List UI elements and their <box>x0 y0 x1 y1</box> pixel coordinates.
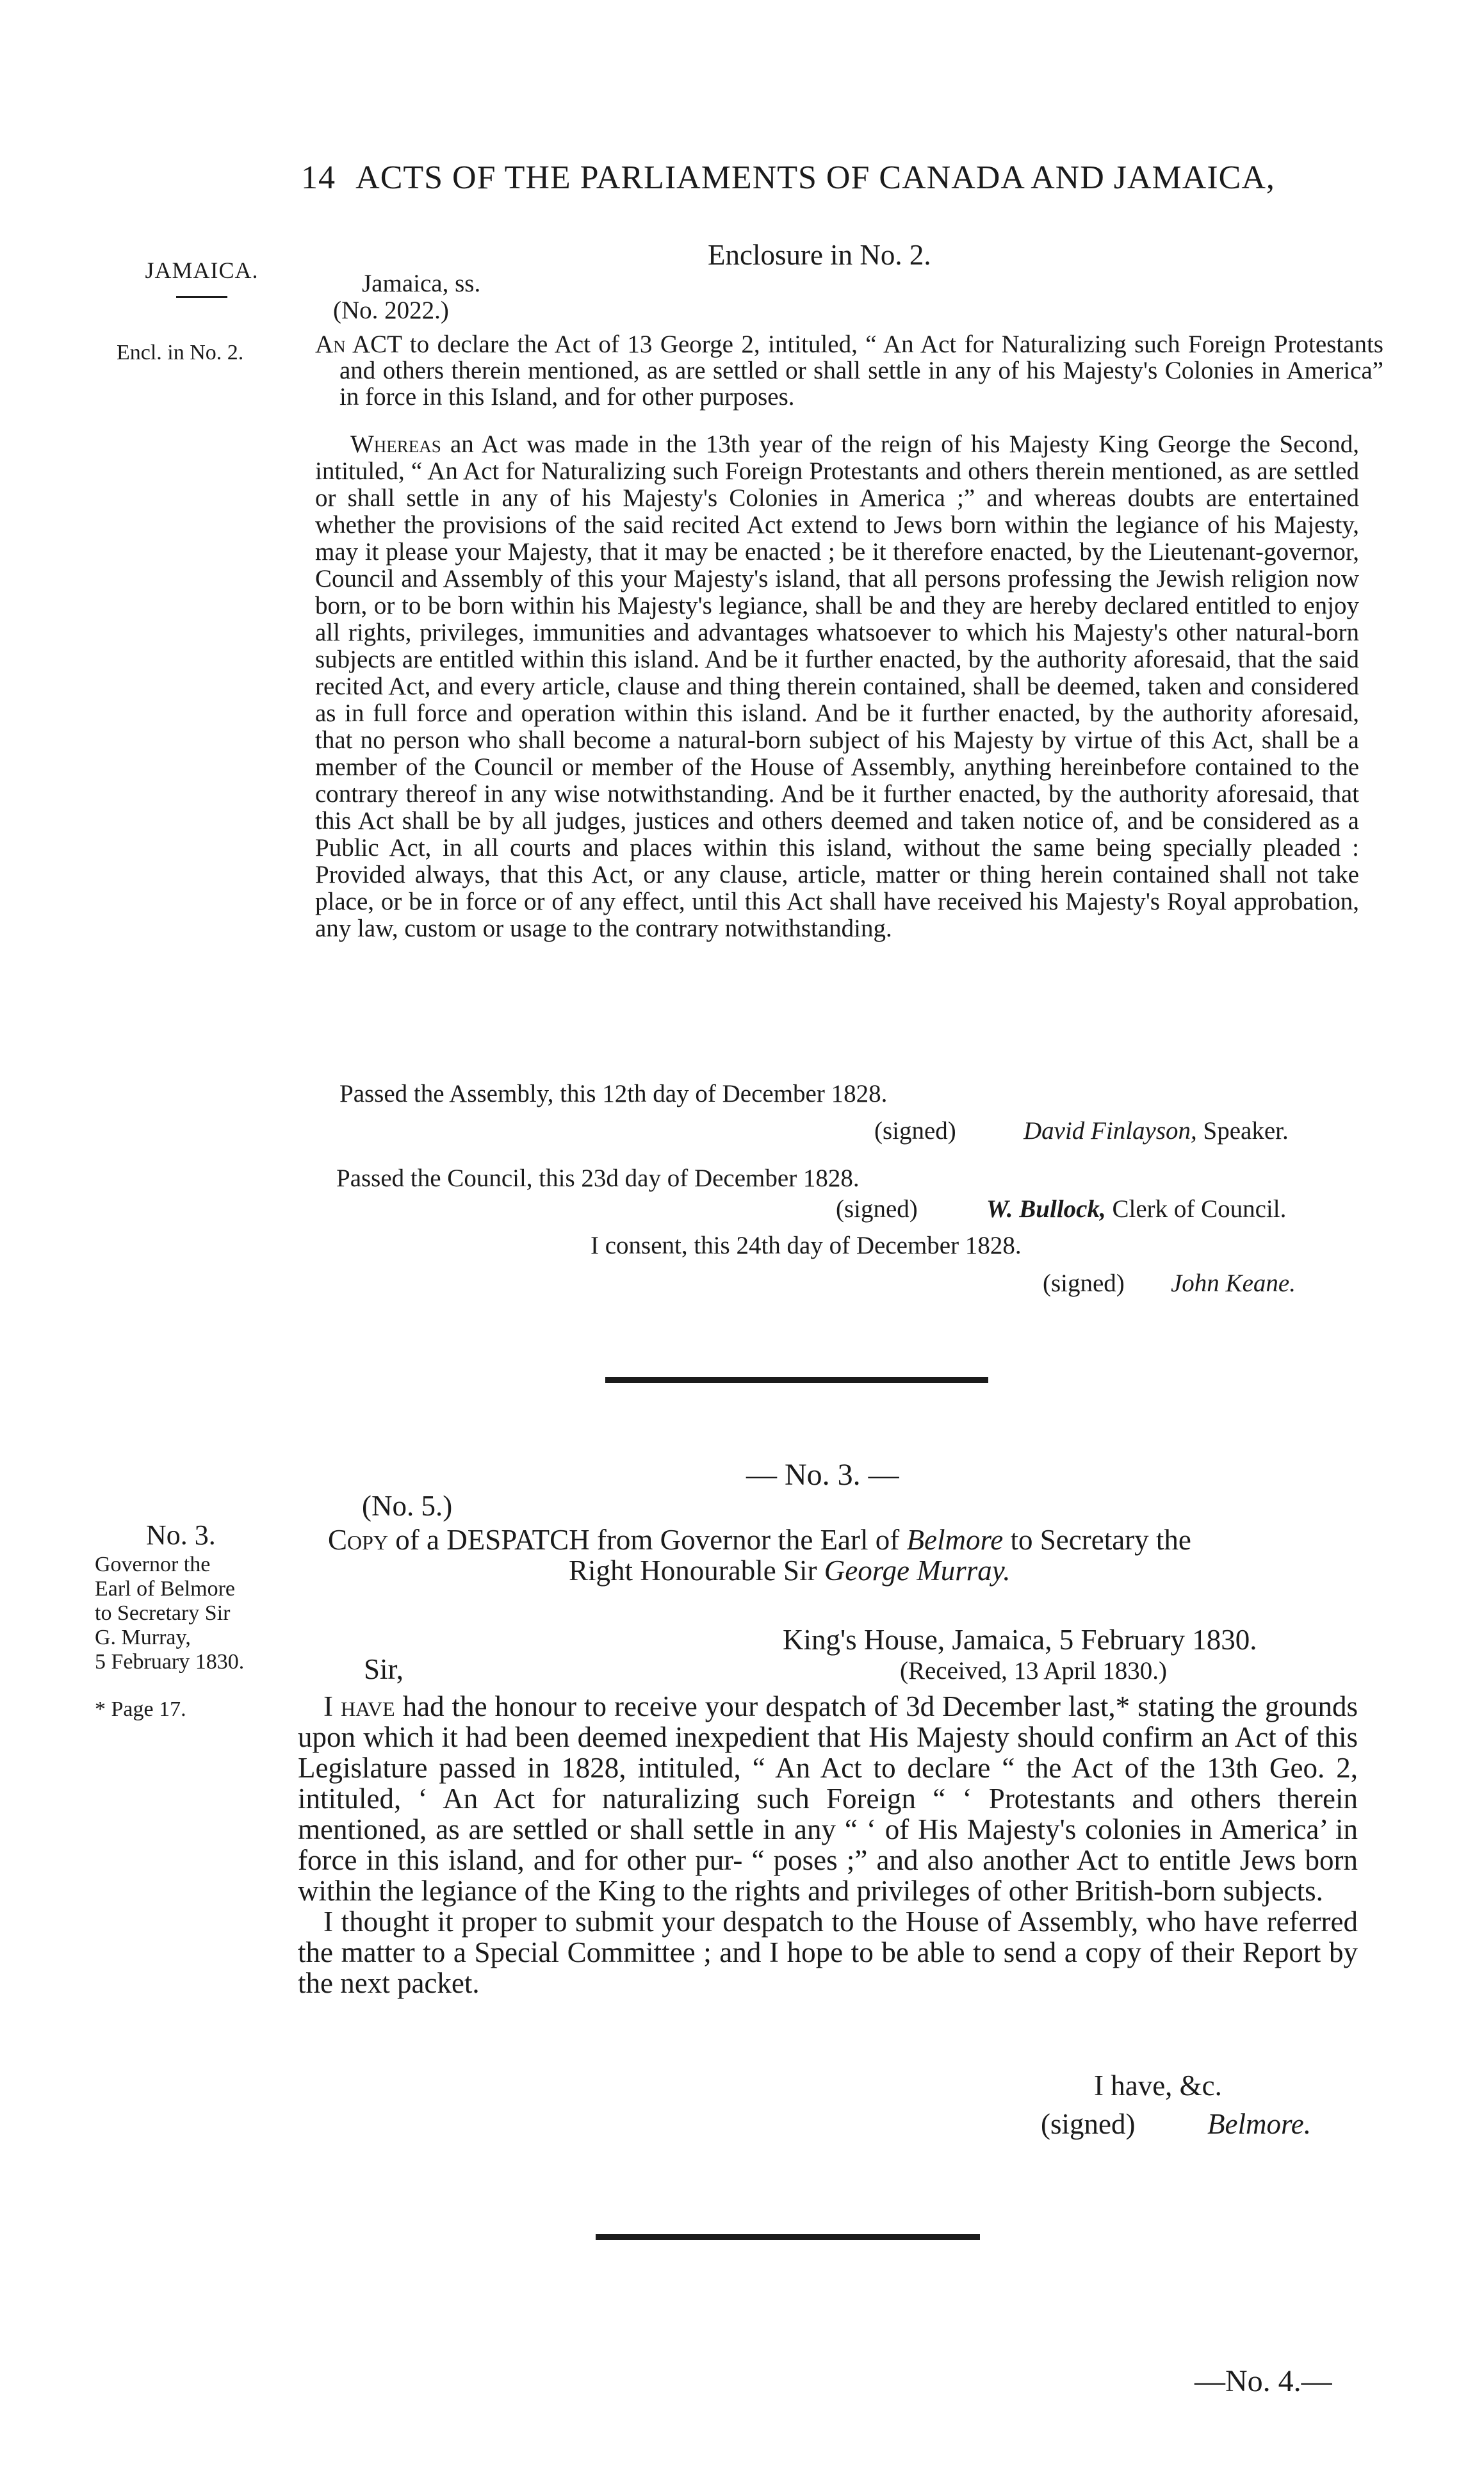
margin-line-4: G. Murray, <box>95 1626 191 1650</box>
section-divider <box>605 1377 988 1383</box>
despatch-number: (No. 5.) <box>362 1490 453 1522</box>
signer-2-name: W. Bullock, <box>986 1195 1106 1223</box>
despatch-closing: I have, &c. <box>1094 2070 1222 2102</box>
signature-2 <box>986 1195 1286 1223</box>
despatch-received: (Received, 13 April 1830.) <box>900 1657 1167 1685</box>
signer-1-name: David Finlayson, <box>1023 1117 1197 1145</box>
passed-assembly: Passed the Assembly, this 12th day of December 1828. <box>339 1080 888 1107</box>
act-title-lead: An <box>315 331 346 358</box>
bottom-divider <box>596 2234 980 2240</box>
signed-label-1: (signed) <box>874 1117 956 1145</box>
despatch-title-text-1: of a DESPATCH from Governor the Earl of <box>395 1524 900 1556</box>
margin-page-ref: * Page 17. <box>95 1697 186 1721</box>
margin-no3: No. 3. <box>146 1519 216 1551</box>
act-title-text: ACT to declare the Act of 13 George 2, intituled, “ An Act for Naturalizing such Foreign Protestants and others therein mentioned, as are settled or shall settle in any of his Majesty's Colonies in America” in force in this Island, and for other purposes. <box>339 331 1383 411</box>
signed-label-2: (signed) <box>836 1195 918 1223</box>
signer-2-role: Clerk of Council. <box>1112 1195 1287 1223</box>
act-body-lead: Whereas <box>350 430 441 458</box>
act-body <box>315 431 1359 942</box>
signer-1-role: Speaker. <box>1203 1117 1289 1145</box>
despatch-signed-label: (signed) <box>1041 2108 1136 2140</box>
margin-label-jamaica: JAMAICA. <box>145 257 259 283</box>
despatch-title-name-1: Belmore <box>906 1524 1004 1556</box>
signer-3-name: John Keane. <box>1171 1270 1296 1297</box>
despatch-title-line-1 <box>328 1523 1191 1556</box>
passed-council: Passed the Council, this 23d day of December 1828. <box>336 1164 860 1192</box>
page-title: ACTS OF THE PARLIAMENTS OF CANADA AND JAMAICA, <box>355 159 1275 196</box>
despatch-body <box>298 1691 1358 1998</box>
despatch-salutation: Sir, <box>364 1653 404 1685</box>
enclosure-heading: Enclosure in No. 2. <box>708 239 931 271</box>
enclosure-number: (No. 2022.) <box>333 297 449 324</box>
despatch-place-date: King's House, Jamaica, 5 February 1830. <box>783 1624 1257 1656</box>
despatch-paragraph-2: I thought it proper to submit your despatch to the House of Assembly, who have referred the matter to a Special Committee ; and I hope to be able to send a copy of their Report by the next packet. <box>298 1906 1358 1999</box>
margin-line-3: to Secretary Sir <box>95 1601 231 1626</box>
margin-line-2: Earl of Belmore <box>95 1577 236 1601</box>
page-header <box>301 159 1275 197</box>
despatch-signer: Belmore. <box>1207 2108 1312 2140</box>
despatch-para1-lead: I have <box>323 1690 395 1722</box>
margin-despatch-info <box>95 1553 287 1674</box>
page-number: 14 <box>301 159 336 196</box>
despatch-title-text-2: to Secretary the <box>1010 1524 1191 1556</box>
act-body-text: an Act was made in the 13th year of the reign of his Majesty King George the Second, intituled, “ An Act for Naturalizing such Foreign Protestants and others therein mentioned, as are settled or shall settle in any of his Majesty's Colonies in America ;” and whereas doubts are entertained whether the provisions of the said recited Act extend to Jews born within the legiance of his Majesty, may it please your Majesty, that it may be enacted ; be it therefore enacted, by the Lieutenant-governor, Council and Assembly of this your Majesty's island, that all persons professing the Jewish religion now born, or to be born within his Majesty's legiance, shall be and they are hereby declared entitled to enjoy all rights, privileges, immunities and advantages whatsoever to which his Majesty's other natural-born subjects are entitled within this island. And be it further enacted, by the authority aforesaid, that the said recited Act, and every article, clause and thing therein contained, shall be deemed, taken and considered as in full force and operation within this island. And be it further enacted, by the authority aforesaid, that no person who shall become a natural-born subject of his Majesty by virtue of this Act, shall be a member of the Council or member of the House of Assembly, anything hereinbefore contained to the contrary thereof in any wise notwithstanding. And be it further enacted, by the authority aforesaid, that this Act shall be by all judges, justices and others deemed and taken notice of, and be considered as a Public Act, in all courts and places within this island, without the same being specially pleaded : Provided always, that this Act, or any clause, article, matter or thing herein contained shall not take place, or be in force or of any effect, until this Act shall have received his Majesty's Royal approbation, any law, custom or usage to the contrary notwithstanding. <box>315 430 1359 942</box>
enclosure-place: Jamaica, ss. <box>362 270 481 297</box>
signed-label-3: (signed) <box>1043 1270 1125 1297</box>
despatch-title-lead: Copy <box>328 1524 389 1556</box>
despatch-title-name-2: George Murray. <box>824 1555 1011 1587</box>
margin-rule <box>176 296 227 298</box>
margin-ref-enclosure: Encl. in No. 2. <box>117 341 244 364</box>
margin-line-5: 5 February 1830. <box>95 1650 245 1674</box>
despatch-paragraph-1 <box>298 1691 1358 1906</box>
section-heading-no3: — No. 3. — <box>746 1458 899 1492</box>
margin-line-1: Governor the <box>95 1553 211 1576</box>
next-section-marker: —No. 4.— <box>1195 2364 1332 2398</box>
despatch-para1-text: had the honour to receive your despatch of 3d December last,* stating the grounds upon which it had been deemed inexpedient that His Majesty should confirm an Act of this Legislature passed in 1828, intituled, “ An Act to declare “ the Act of the 13th Geo. 2, intituled, ‘ An Act for naturalizing such Foreign “ ‘ Protestants and others therein mentioned, as are settled or shall settle in any “ ‘ of His Majesty's colonies in America’ in force in this island, and for other pur- “ poses ;” and also another Act to entitle Jews born within the legiance of the King to the rights and privileges of other British-born subjects. <box>298 1690 1358 1907</box>
signature-1 <box>1023 1116 1289 1145</box>
despatch-title-line-2 <box>569 1554 1011 1587</box>
consent-line: I consent, this 24th day of December 1828. <box>591 1232 1022 1259</box>
despatch-title-text-3: Right Honourable Sir <box>569 1555 817 1587</box>
act-title <box>315 331 1383 410</box>
